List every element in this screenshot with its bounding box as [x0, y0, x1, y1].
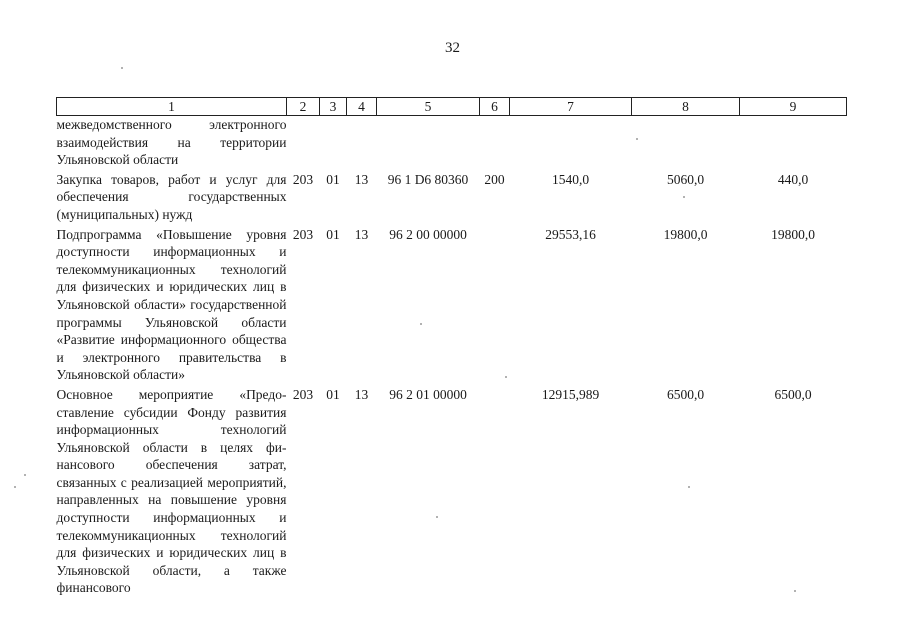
scan-speck	[121, 67, 123, 69]
cell-amount-year2: 6500,0	[666, 386, 705, 402]
row-description: межведомственного электронного взаимодействия на территории Ульяновской области	[56, 117, 287, 168]
cell-amount-year2: 5060,0	[666, 171, 705, 187]
row-description: Основное мероприятие «Предоставление субсидии Фонду развития информационных технологий Ульяновской области в целях финансового обеспечения затрат, связанных с реализацией мероприятий, направленных на повышение уровня доступности информационных и телекоммуникационных технологий для физических и юридических лиц в Ульяновской области, а также финансового	[56, 386, 287, 596]
cell-subsection: 13	[354, 171, 369, 187]
cell-amount-year2: 19800,0	[663, 226, 708, 242]
scan-speck	[688, 486, 690, 488]
table-row	[57, 169, 847, 224]
table-header-row	[57, 98, 847, 116]
scan-speck	[24, 474, 26, 476]
header-col-2: 2	[287, 98, 320, 116]
cell-target-article: 96 2 01 00000	[389, 386, 467, 402]
cell-amount-year1: 1540,0	[551, 171, 590, 187]
cell-expense-type: 200	[484, 171, 505, 187]
header-col-1: 1	[57, 98, 287, 116]
cell-target-article: 96 2 00 00000	[389, 226, 467, 242]
header-col-6: 6	[480, 98, 510, 116]
cell-amount-year3: 19800,0	[771, 226, 815, 242]
cell-amount-year3	[740, 116, 847, 169]
table-row	[57, 116, 847, 169]
header-col-9: 9	[740, 98, 847, 116]
row-description: Подпрограмма «Повышение уровня доступности информационных и телекоммуникационных технологий для физических и юридических лиц в Ульяновской области» государственной программы Ульяновской области «Развитие информационного общества и электронного правительства в Ульяновской области»	[56, 226, 287, 383]
cell-subsection: 13	[354, 226, 369, 242]
cell-amount-year3: 440,0	[777, 171, 809, 187]
cell-subsection	[347, 116, 377, 169]
cell-target-article	[377, 116, 480, 169]
cell-target-article: 96 1 D6 80360	[387, 171, 469, 187]
cell-amount-year3: 6500,0	[774, 386, 812, 402]
cell-amount-year1	[510, 116, 632, 169]
cell-expense-type	[480, 224, 510, 384]
cell-section: 01	[326, 386, 340, 402]
scan-speck	[683, 196, 685, 198]
scan-speck	[636, 138, 638, 140]
table-row	[57, 384, 847, 597]
page-number: 32	[445, 40, 460, 56]
scan-speck	[436, 516, 438, 518]
cell-expense-type	[480, 116, 510, 169]
cell-amount-year2	[632, 116, 740, 169]
table-row	[57, 224, 847, 384]
scan-speck	[505, 376, 507, 378]
scan-speck	[794, 590, 796, 592]
header-col-3: 3	[320, 98, 347, 116]
cell-subsection: 13	[354, 386, 369, 402]
cell-section: 01	[326, 226, 340, 242]
cell-section	[320, 116, 347, 169]
cell-admin-code: 203	[292, 171, 314, 187]
cell-section: 01	[326, 171, 340, 187]
budget-table	[56, 97, 847, 597]
cell-amount-year1: 12915,989	[541, 386, 600, 402]
header-col-8: 8	[632, 98, 740, 116]
cell-expense-type	[480, 384, 510, 597]
cell-admin-code: 203	[292, 226, 314, 242]
cell-admin-code	[287, 116, 320, 169]
row-description: Закупка товаров, работ и услуг для обеспечения государственных (муниципальных) нужд	[56, 171, 287, 222]
scan-speck	[14, 486, 16, 488]
scan-speck	[420, 323, 422, 325]
cell-admin-code: 203	[292, 386, 314, 402]
cell-amount-year1: 29553,16	[545, 226, 596, 242]
header-col-4: 4	[347, 98, 377, 116]
header-col-5: 5	[377, 98, 480, 116]
header-col-7: 7	[510, 98, 632, 116]
